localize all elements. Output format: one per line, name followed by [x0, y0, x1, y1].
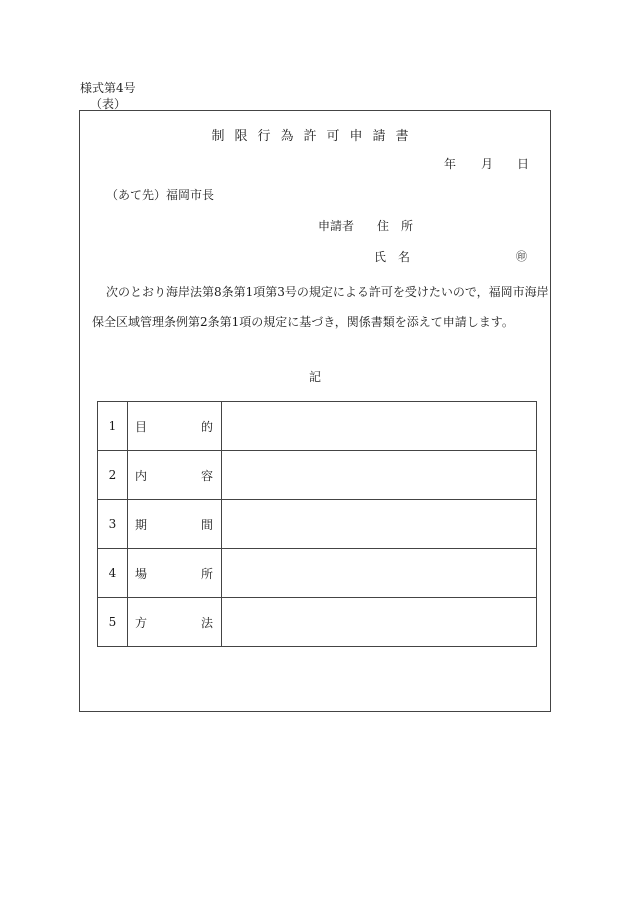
item-number: 3 — [98, 500, 128, 549]
item-label — [128, 402, 222, 451]
date-month: 月 — [481, 157, 494, 171]
body-text-line-2: 保全区域管理条例第2条第1項の規定に基づき，関係書類を添えて申請します。 — [92, 315, 514, 329]
item-value-field[interactable] — [222, 500, 537, 549]
table-row — [98, 402, 537, 451]
item-label-second: 法 — [200, 615, 213, 630]
table-row — [98, 598, 537, 647]
seal-mark: ㊞ — [516, 250, 527, 263]
body-text-line-1: 次のとおり海岸法第8条第1項第3号の規定による許可を受けたいので，福岡市海岸 — [106, 285, 549, 299]
table-row — [98, 549, 537, 598]
item-label-first: 方 — [135, 615, 148, 630]
item-number: 2 — [98, 451, 128, 500]
address-label: 住 所 — [377, 219, 414, 233]
item-label-second: 間 — [200, 517, 213, 532]
items-table — [97, 401, 537, 647]
side-label: （表） — [90, 97, 127, 111]
item-value-field[interactable] — [222, 451, 537, 500]
item-label-second: 容 — [200, 468, 213, 483]
item-label — [128, 549, 222, 598]
item-number: 1 — [98, 402, 128, 451]
date-year: 年 — [444, 157, 457, 171]
item-value-field[interactable] — [222, 598, 537, 647]
item-label — [128, 500, 222, 549]
form-number: 様式第4号 — [80, 81, 136, 95]
addressee: （あて先）福岡市長 — [106, 188, 215, 202]
item-value-field[interactable] — [222, 549, 537, 598]
item-label-first: 場 — [135, 566, 148, 581]
item-label — [128, 598, 222, 647]
ki-heading: 記 — [308, 370, 321, 384]
item-number: 5 — [98, 598, 128, 647]
item-label-first: 内 — [135, 468, 148, 483]
table-row — [98, 451, 537, 500]
item-label-first: 期 — [135, 517, 148, 532]
item-label-second: 所 — [200, 566, 213, 581]
item-label — [128, 451, 222, 500]
name-label: 氏 名 — [374, 250, 411, 264]
item-number: 4 — [98, 549, 128, 598]
item-label-first: 目 — [135, 419, 148, 434]
date-day: 日 — [517, 157, 530, 171]
item-label-second: 的 — [200, 419, 213, 434]
applicant-label: 申請者 — [318, 219, 355, 233]
item-value-field[interactable] — [222, 402, 537, 451]
form-title: 制限行為許可申請書 — [211, 129, 419, 144]
table-row — [98, 500, 537, 549]
